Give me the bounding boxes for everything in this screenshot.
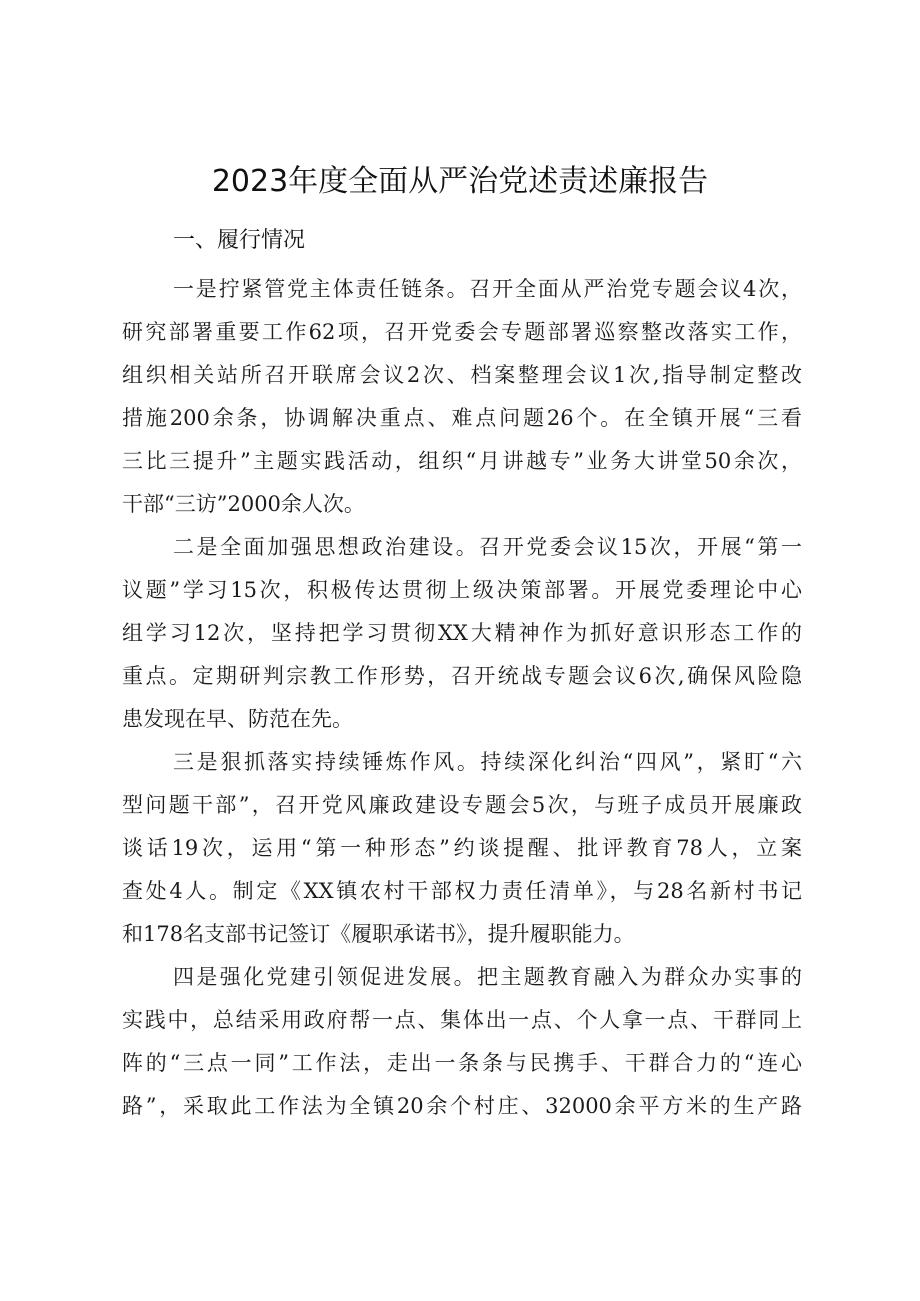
- paragraph-line: 三是狠抓落实持续锤炼作风。持续深化纠治“四风”，紧盯“六: [173, 750, 802, 774]
- paragraph-line: 谈话19次，运用“第一种形态”约谈提醒、批评教育78人，立案: [122, 836, 802, 860]
- paragraph-line: 干部“三访”2000余人次。: [122, 492, 365, 516]
- paragraph-line: 组学习12次，坚持把学习贯彻XX大精神作为抓好意识形态工作的: [122, 621, 802, 645]
- paragraph-line: 查处4人。制定《XX镇农村干部权力责任清单》，与28名新村书记: [122, 879, 802, 903]
- paragraph-line: 四是强化党建引领促进发展。把主题教育融入为群众办实事的: [173, 965, 802, 989]
- paragraph-line: 和178名支部书记签订《履职承诺书》，提升履职能力。: [122, 922, 635, 946]
- paragraph-line: 组织相关站所召开联席会议2次、档案整理会议1次,指导制定整改: [122, 363, 802, 387]
- paragraph-line: 议题”学习15次，积极传达贯彻上级决策部署。开展党委理论中心: [122, 578, 802, 602]
- document-title: 2023年度全面从严治党述责述廉报告: [211, 164, 709, 199]
- paragraph-line: 二是全面加强思想政治建设。召开党委会议15次，开展“第一: [173, 535, 802, 559]
- paragraph-line: 阵的“三点一同”工作法，走出一条条与民携手、干群合力的“连心: [122, 1051, 802, 1075]
- paragraph-line: 措施200余条，协调解决重点、难点问题26个。在全镇开展“三看: [122, 406, 802, 430]
- paragraph-line: 实践中，总结采用政府帮一点、集体出一点、个人拿一点、干群同上: [122, 1008, 802, 1032]
- paragraph-line: 型问题干部”，召开党风廉政建设专题会5次，与班子成员开展廉政: [122, 793, 802, 817]
- paragraph-line: 路”，采取此工作法为全镇20余个村庄、32000余平方米的生产路: [122, 1094, 802, 1118]
- paragraph-line: 重点。定期研判宗教工作形势，召开统战专题会议6次,确保风险隐: [122, 664, 802, 688]
- paragraph-line: 三比三提升”主题实践活动，组织“月讲越专”业务大讲堂50余次，: [122, 449, 802, 473]
- paragraph-line: 一是拧紧管党主体责任链条。召开全面从严治党专题会议4次，: [173, 277, 802, 301]
- paragraph-line: 研究部署重要工作62项，召开党委会专题部署巡察整改落实工作，: [122, 320, 802, 344]
- section-heading: 一、履行情况: [173, 228, 306, 253]
- paragraph-line: 患发现在早、防范在先。: [122, 707, 353, 731]
